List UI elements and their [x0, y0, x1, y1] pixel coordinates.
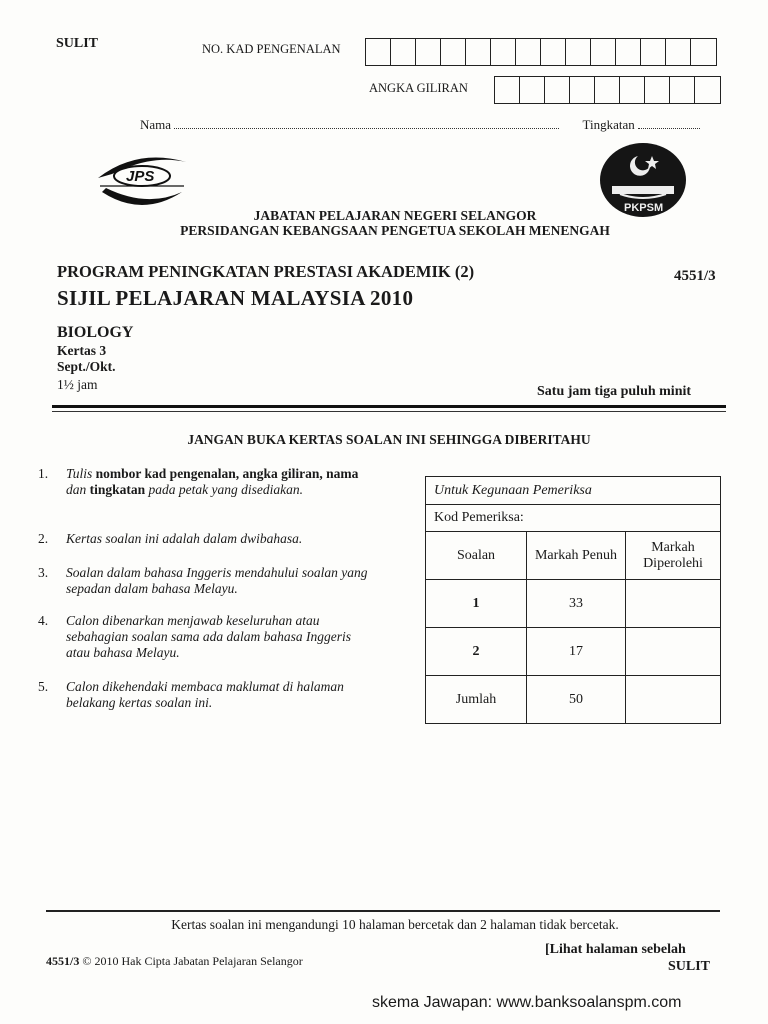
copyright: © 2010 Hak Cipta Jabatan Pelajaran Selangor	[82, 954, 303, 968]
footer-code-copyright	[46, 954, 303, 969]
confidential-label-bottom: SULIT	[668, 959, 711, 974]
form-field[interactable]	[638, 128, 700, 129]
subject: BIOLOGY	[57, 324, 134, 341]
ic-number-boxes[interactable]	[365, 38, 717, 66]
ic-number-label: NO. KAD PENGENALAN	[202, 42, 341, 56]
examiner-code-label: Kod Pemeriksa:	[426, 505, 721, 532]
instruction-5: 5. Calon dikehendaki membaca maklumat di halaman belakang kertas soalan ini.	[38, 679, 344, 710]
examiner-table-title: Untuk Kegunaan Pemeriksa	[426, 477, 721, 505]
pages-note: Kertas soalan ini mengandungi 10 halaman bercetak dan 2 halaman tidak bercetak.	[171, 917, 619, 932]
marks-obtained[interactable]	[626, 580, 721, 628]
organizer-block	[0, 208, 768, 238]
header-divider-thick	[52, 405, 726, 408]
organizer-line-1: JABATAN PELAJARAN NEGERI SELANGOR	[253, 208, 537, 223]
instruction-3: 3. Soalan dalam bahasa Inggeris mendahului soalan yang sepadan dalam bahasa Melayu.	[38, 565, 368, 596]
certificate-title: SIJIL PELAJARAN MALAYSIA 2010	[57, 286, 414, 310]
total-full-marks: 50	[527, 676, 626, 724]
total-marks-obtained[interactable]	[626, 676, 721, 724]
index-number-label: ANGKA GILIRAN	[369, 81, 468, 95]
examiner-table	[425, 476, 721, 724]
question-number: 2	[426, 628, 527, 676]
footer-paper-code: 4551/3	[46, 954, 80, 968]
instruction-1: 1. Tulis nombor kad pengenalan, angka giliran, nama dan tingkatan pada petak yang disediakan.	[38, 466, 359, 497]
header-full-marks: Markah Penuh	[527, 532, 626, 580]
instruction-4: 4. Calon dibenarkan menjawab keseluruhan atau sebahagian soalan sama ada dalam bahasa Inggeris atau bahasa Melayu.	[38, 613, 352, 660]
header-marks-obtained: Markah Diperolehi	[626, 532, 721, 580]
do-not-open-warning: JANGAN BUKA KERTAS SOALAN INI SEHINGGA DIBERITAHU	[187, 432, 591, 447]
program-title: PROGRAM PENINGKATAN PRESTASI AKADEMIK (2)	[57, 262, 475, 281]
header-divider-thin	[52, 411, 726, 412]
confidential-label-top: SULIT	[56, 36, 99, 51]
paper-code: 4551/3	[674, 268, 716, 284]
footer-divider	[46, 910, 720, 912]
pkpsm-logo-text: PKPSM	[624, 202, 664, 214]
full-marks: 17	[527, 628, 626, 676]
full-marks: 33	[527, 580, 626, 628]
marks-obtained[interactable]	[626, 628, 721, 676]
name-label: Nama	[140, 117, 172, 132]
table-row	[426, 580, 721, 628]
duration-short: 1½ jam	[57, 377, 98, 392]
name-row	[140, 117, 730, 133]
total-label: Jumlah	[426, 676, 527, 724]
duration-long: Satu jam tiga puluh minit	[537, 384, 692, 399]
exam-month: Sept./Okt.	[57, 359, 116, 374]
answer-scheme-watermark: skema Jawapan: www.banksoalanspm.com	[372, 994, 682, 1011]
instruction-2: 2. Kertas soalan ini adalah dalam dwibahasa.	[38, 531, 303, 546]
header-question: Soalan	[426, 532, 527, 580]
paper-number: Kertas 3	[57, 343, 107, 358]
name-field[interactable]	[174, 128, 559, 129]
table-row	[426, 628, 721, 676]
form-label: Tingkatan	[582, 117, 635, 132]
next-page-note: [Lihat halaman sebelah	[545, 942, 686, 957]
question-number: 1	[426, 580, 527, 628]
table-row-total	[426, 676, 721, 724]
organizer-line-2: PERSIDANGAN KEBANGSAAN PENGETUA SEKOLAH MENENGAH	[180, 223, 610, 238]
index-number-boxes[interactable]	[494, 76, 721, 104]
jps-logo-text: JPS	[126, 168, 155, 185]
